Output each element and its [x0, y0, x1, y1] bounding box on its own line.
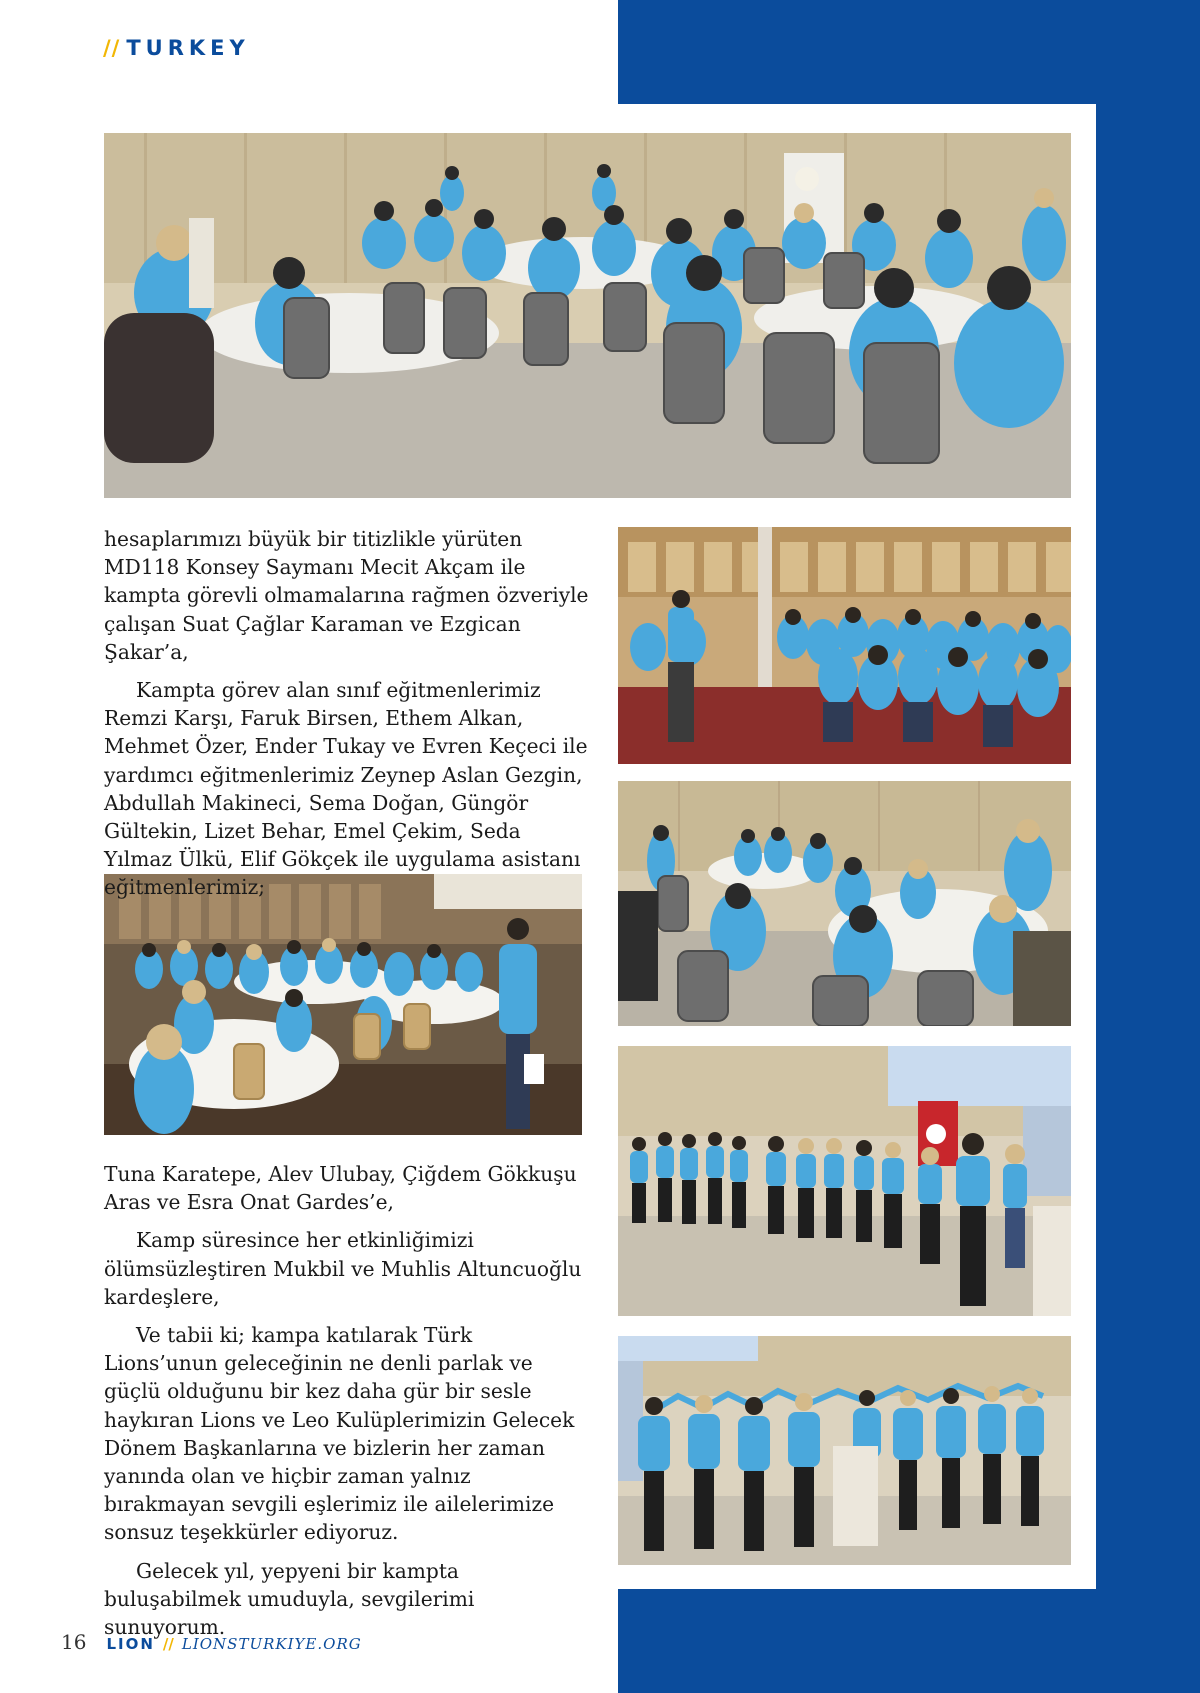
brand-band-right [1096, 0, 1200, 1693]
paragraph: Kampta görev alan sınıf eğitmenlerimiz Remzi Karşı, Faruk Birsen, Ethem Alkan, Mehmet Özer, Ender Tukay ve Evren Keçeci ile yardımcı eğitmenlerimiz Zeynep Aslan Gezgin, Abdullah Makineci, Sema Doğan, Güngör Gültekin, Lizet Behar, Emel Çekim, Seda Yılmaz Ülkü, Elif Gökçek ile uygulama asistanı eğitmenlerimiz; [104, 678, 588, 900]
brand-band-bottom [618, 1589, 1200, 1693]
photo-classroom-seminar [104, 133, 1071, 498]
section-title: TURKEY [126, 36, 250, 60]
page-footer [61, 1630, 362, 1654]
paragraph: Tuna Karatepe, Alev Ulubay, Çiğdem Gökkuşu Aras ve Esra Onat Gardes’e, [104, 1162, 577, 1215]
photo-group-celebration [618, 1336, 1071, 1565]
photo-group-exercise [618, 1046, 1071, 1316]
photo-trainer-tables [104, 874, 582, 1135]
paragraph: Kamp süresince her etkinliğimizi ölümsüzleştiren Mukbil ve Muhlis Altuncuoğlu kardeşlere, [104, 1228, 582, 1309]
photo-audience-speaker [618, 527, 1071, 764]
footer-separator: // [162, 1635, 174, 1653]
article-text-bottom [104, 1160, 592, 1651]
website-link[interactable]: LIONSTURKIYE.ORG [181, 1635, 362, 1653]
paragraph: Ve tabii ki; kampa katılarak Türk Lions’unun geleceğinin ne denli parlak ve güçlü olduğunu bir kez daha gür bir sesle haykıran Lions ve Leo Kulüplerimizin Gelecek Dönem Başkanlarına ve bizlerin her zaman yanında olan ve hiçbir zaman yalnız bırakmayan sevgili eşlerimiz ile ailelerimize sonsuz teşekkürler ediyoruz. [104, 1323, 575, 1545]
section-slashes: // [103, 36, 121, 60]
paragraph: hesaplarımızı büyük bir titizlikle yürüten MD118 Konsey Saymanı Mecit Akçam ile kampta görevli olmamalarına rağmen özveriyle çalışan Suat Çağlar Karaman ve Ezgican Şakar’a, [104, 527, 589, 664]
article-text-top [104, 525, 592, 912]
page-number: 16 [61, 1630, 87, 1654]
magazine-brand: LION [106, 1635, 155, 1653]
photo-table-discussion [618, 781, 1071, 1026]
section-tag [103, 36, 250, 60]
paragraph: Gelecek yıl, yepyeni bir kampta buluşabilmek umuduyla, sevgilerimi sunuyorum. [104, 1558, 475, 1640]
